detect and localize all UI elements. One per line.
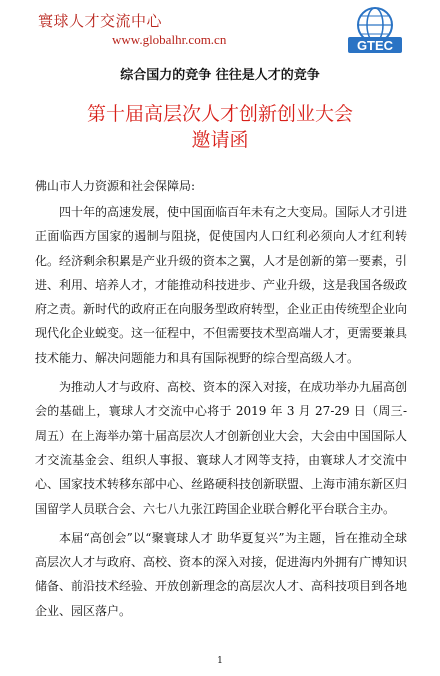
document-title: 第十届高层次人才创新创业大会 [86,103,353,125]
paragraph: 为推动人才与政府、高校、资本的深入对接，在成功举办九届高创会的基础上，寰球人才交流中心将于 2019 年 3 月 27-29 日（周三-周五）在上海举办第十届高层次人才创新创业大会，大会由中国国际人才交流基金会、组织人事报、寰球人才网等支持，由寰球人才交流中心、国家技术转移东部中心、丝路硬科技创新联盟、上海市浦东新区归国留学人员联合会、六七八九张江跨国企业联合孵化平台联合主办。 [35,380,408,516]
document-subtitle: 邀请函 [191,129,249,151]
gtec-logo [344,3,406,57]
greeting: 佛山市人力资源和社会保障局: [35,179,196,193]
paragraph: 四十年的高速发展，使中国面临百年未有之大变局。国际人才引进正面临西方国家的遏制与阻挠，促使国内人口红利必须向人才红利转化。经济剩余积累是产业升级的资本之翼，人才是创新的第一要素，引进、利用、培养人才，才能推动科技进步、产业升级，这是我国各级政府之责。新时代的政府正在向服务型政府转型，企业正由传统型企业向现代化企业蜕变。这一征程中，不但需要技术型高端人才，更需要兼具技术能力、解决问题能力和具有国际视野的综合型高级人才。 [35,205,408,365]
logo-text: GTEC [356,38,394,53]
org-url: www.globalhr.com.cn [112,32,227,47]
body-text [35,200,407,628]
page-number: 1 [217,656,223,666]
paragraph: 本届“高创会”以“聚寰球人才 助华夏复兴”为主题，旨在推动全球高层次人才与政府、高校、资本的深入对接，促进海内外拥有广博知识储备、前沿技术经验、开放创新理念的高层次人才、高科技项目到各地企业、园区落户。 [35,530,408,618]
org-name: 寰球人才交流中心 [38,12,163,30]
slogan: 综合国力的竞争 往往是人才的竞争 [120,68,320,83]
